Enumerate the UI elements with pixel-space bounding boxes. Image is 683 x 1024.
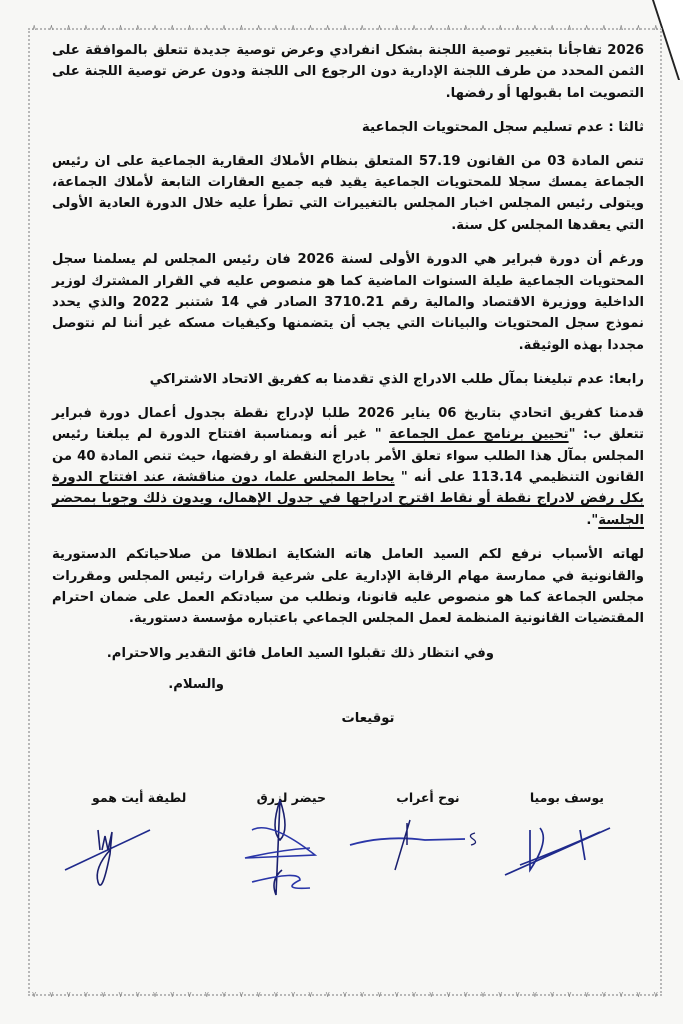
section-3-paragraph-1: تنص المادة 03 من القانون 57.19 المتعلق بنظام الأملاك العقارية الجماعية على ان رئيس الجماعة يمسك سجلا للمحتويات الجماعية يقيد فيه جميع العقارات التابعة لأملاك الجماعة، ويتولى رئيس المجلس اخبار المجلس بالتغييرات التي تطرأ عليه خلال الدورة العادية الأولى التي يعقدها المجلس كل سنة. (52, 153, 644, 233)
handwritten-signatures (0, 800, 683, 910)
signer-name: نوح أعراب (396, 790, 460, 805)
underlined-topic: تحيين برنامج عمل الجماعة (389, 427, 569, 443)
signature-icon (60, 820, 160, 895)
closing-line: وفي انتظار ذلك تقبلوا السيد العامل فائق التقدير والاحترام. (106, 645, 494, 661)
section-4-text-start: قدمنا كفريق اتحادي بتاريخ 06 يناير 2026 طلبا لإدراج نقطة بجدول أعمال دورة فبراير تتعلق ب: " (52, 405, 645, 443)
section-3-paragraph-2: ورغم أن دورة فبراير هي الدورة الأولى لسنة 2026 فان رئيس المجلس لم يسلمنا سجل المحتويات الجماعية طيلة السنوات الماضية كما هو منصوص عليه في القرار المشترك لوزير الداخلية ووزيرة الاقتصاد والمالية رقم 3710.21 الصادر في 14 شتنبر 2022 والذي يحدد نموذج سجل المحتويات والبيانات التي يجب أن يتضمنها وكيفيات مسكه غير أننا لم نتوصل مجددا بهذه الوثيقة. (52, 252, 644, 353)
signature-icon (240, 800, 360, 900)
section-4-paragraph (52, 403, 644, 531)
intro-paragraph: 2026 تفاجأنا بتغيير توصية اللجنة بشكل انفرادي وعرض توصية جديدة تتعلق بالموافقة على الثمن المحدد من طرف اللجنة الإدارية دون الرجوع الى اللجنة ودون عرض توصية اللجنة على التصويت اما بقبولها أو رفضها. (52, 43, 644, 101)
border-ornaments-bottom: ٧ ٧ ٧ ٧ ٧ ٧ ٧ ٧ ٧ ٧ ٧ ٧ ٧ ٧ ٧ ٧ ٧ ٧ ٧ ٧ ٧ ٧ ٧ ٧ ٧ ٧ ٧ ٧ ٧ ٧ ٧ ٧ ٧ ٧ ٧ ٧ ٧ (32, 990, 658, 999)
section-4-heading: رابعا: عدم تبليغنا بمآل طلب الادراج الذي تقدمنا به كفريق الاتحاد الاشتراكي (149, 372, 644, 388)
section-4-text-middle: " غير أنه وبمناسبة افتتاح الدورة لم يبلغنا رئيس المجلس بمآل هذا الطلب سواء تعلق الأمر بادراج النقطة او رفضها، حيث تنص المادة 40 من القانون التنظيمي 113.14 على أنه " (52, 427, 645, 485)
section-3-heading: ثالثا : عدم تسليم سجل المحتويات الجماعية (361, 120, 644, 136)
section-4-text-end: ". (586, 512, 599, 528)
signer-name: لطيفة أيت همو (92, 790, 187, 805)
signatures-title: توقيعات (341, 710, 395, 726)
signature-icon (345, 815, 495, 875)
signature-icon (500, 820, 620, 880)
conclusion-paragraph: لهاته الأسباب نرفع لكم السيد العامل هاته الشكاية انطلاقا من صلاحياتكم الدستورية والقانونية في ممارسة مهام الرقابة الإدارية على شرعية قرارات رئيس المجلس ومقررات مجلس الجماعة كما هو منصوص عليه قانونا، ونطلب من سيادتكم العمل على ضمان احترام المقتضيات القانونية المنظمة لعمل المجلس الجماعي باعتباره مؤسسة دستورية. (52, 547, 644, 627)
salutation: والسلام. (168, 677, 224, 693)
underlined-legal-quote: يحاط المجلس علما، دون مناقشة، عند افتتاح الدورة بكل رفض لادراج نقطة أو نقاط اقترح ادراجها في جدول الإهمال، ويدون ذلك وجوبا بمحضر الجلسة (52, 469, 644, 528)
border-ornaments-top: ٨ ٨ ٨ ٨ ٨ ٨ ٨ ٨ ٨ ٨ ٨ ٨ ٨ ٨ ٨ ٨ ٨ ٨ ٨ ٨ ٨ ٨ ٨ ٨ ٨ ٨ ٨ ٨ ٨ ٨ ٨ ٨ ٨ ٨ ٨ ٨ ٨ (32, 23, 658, 32)
signer-name: يوسف بوميا (529, 790, 604, 805)
letter-body (52, 40, 644, 729)
signer-name: حيضر لزرق (256, 790, 327, 805)
